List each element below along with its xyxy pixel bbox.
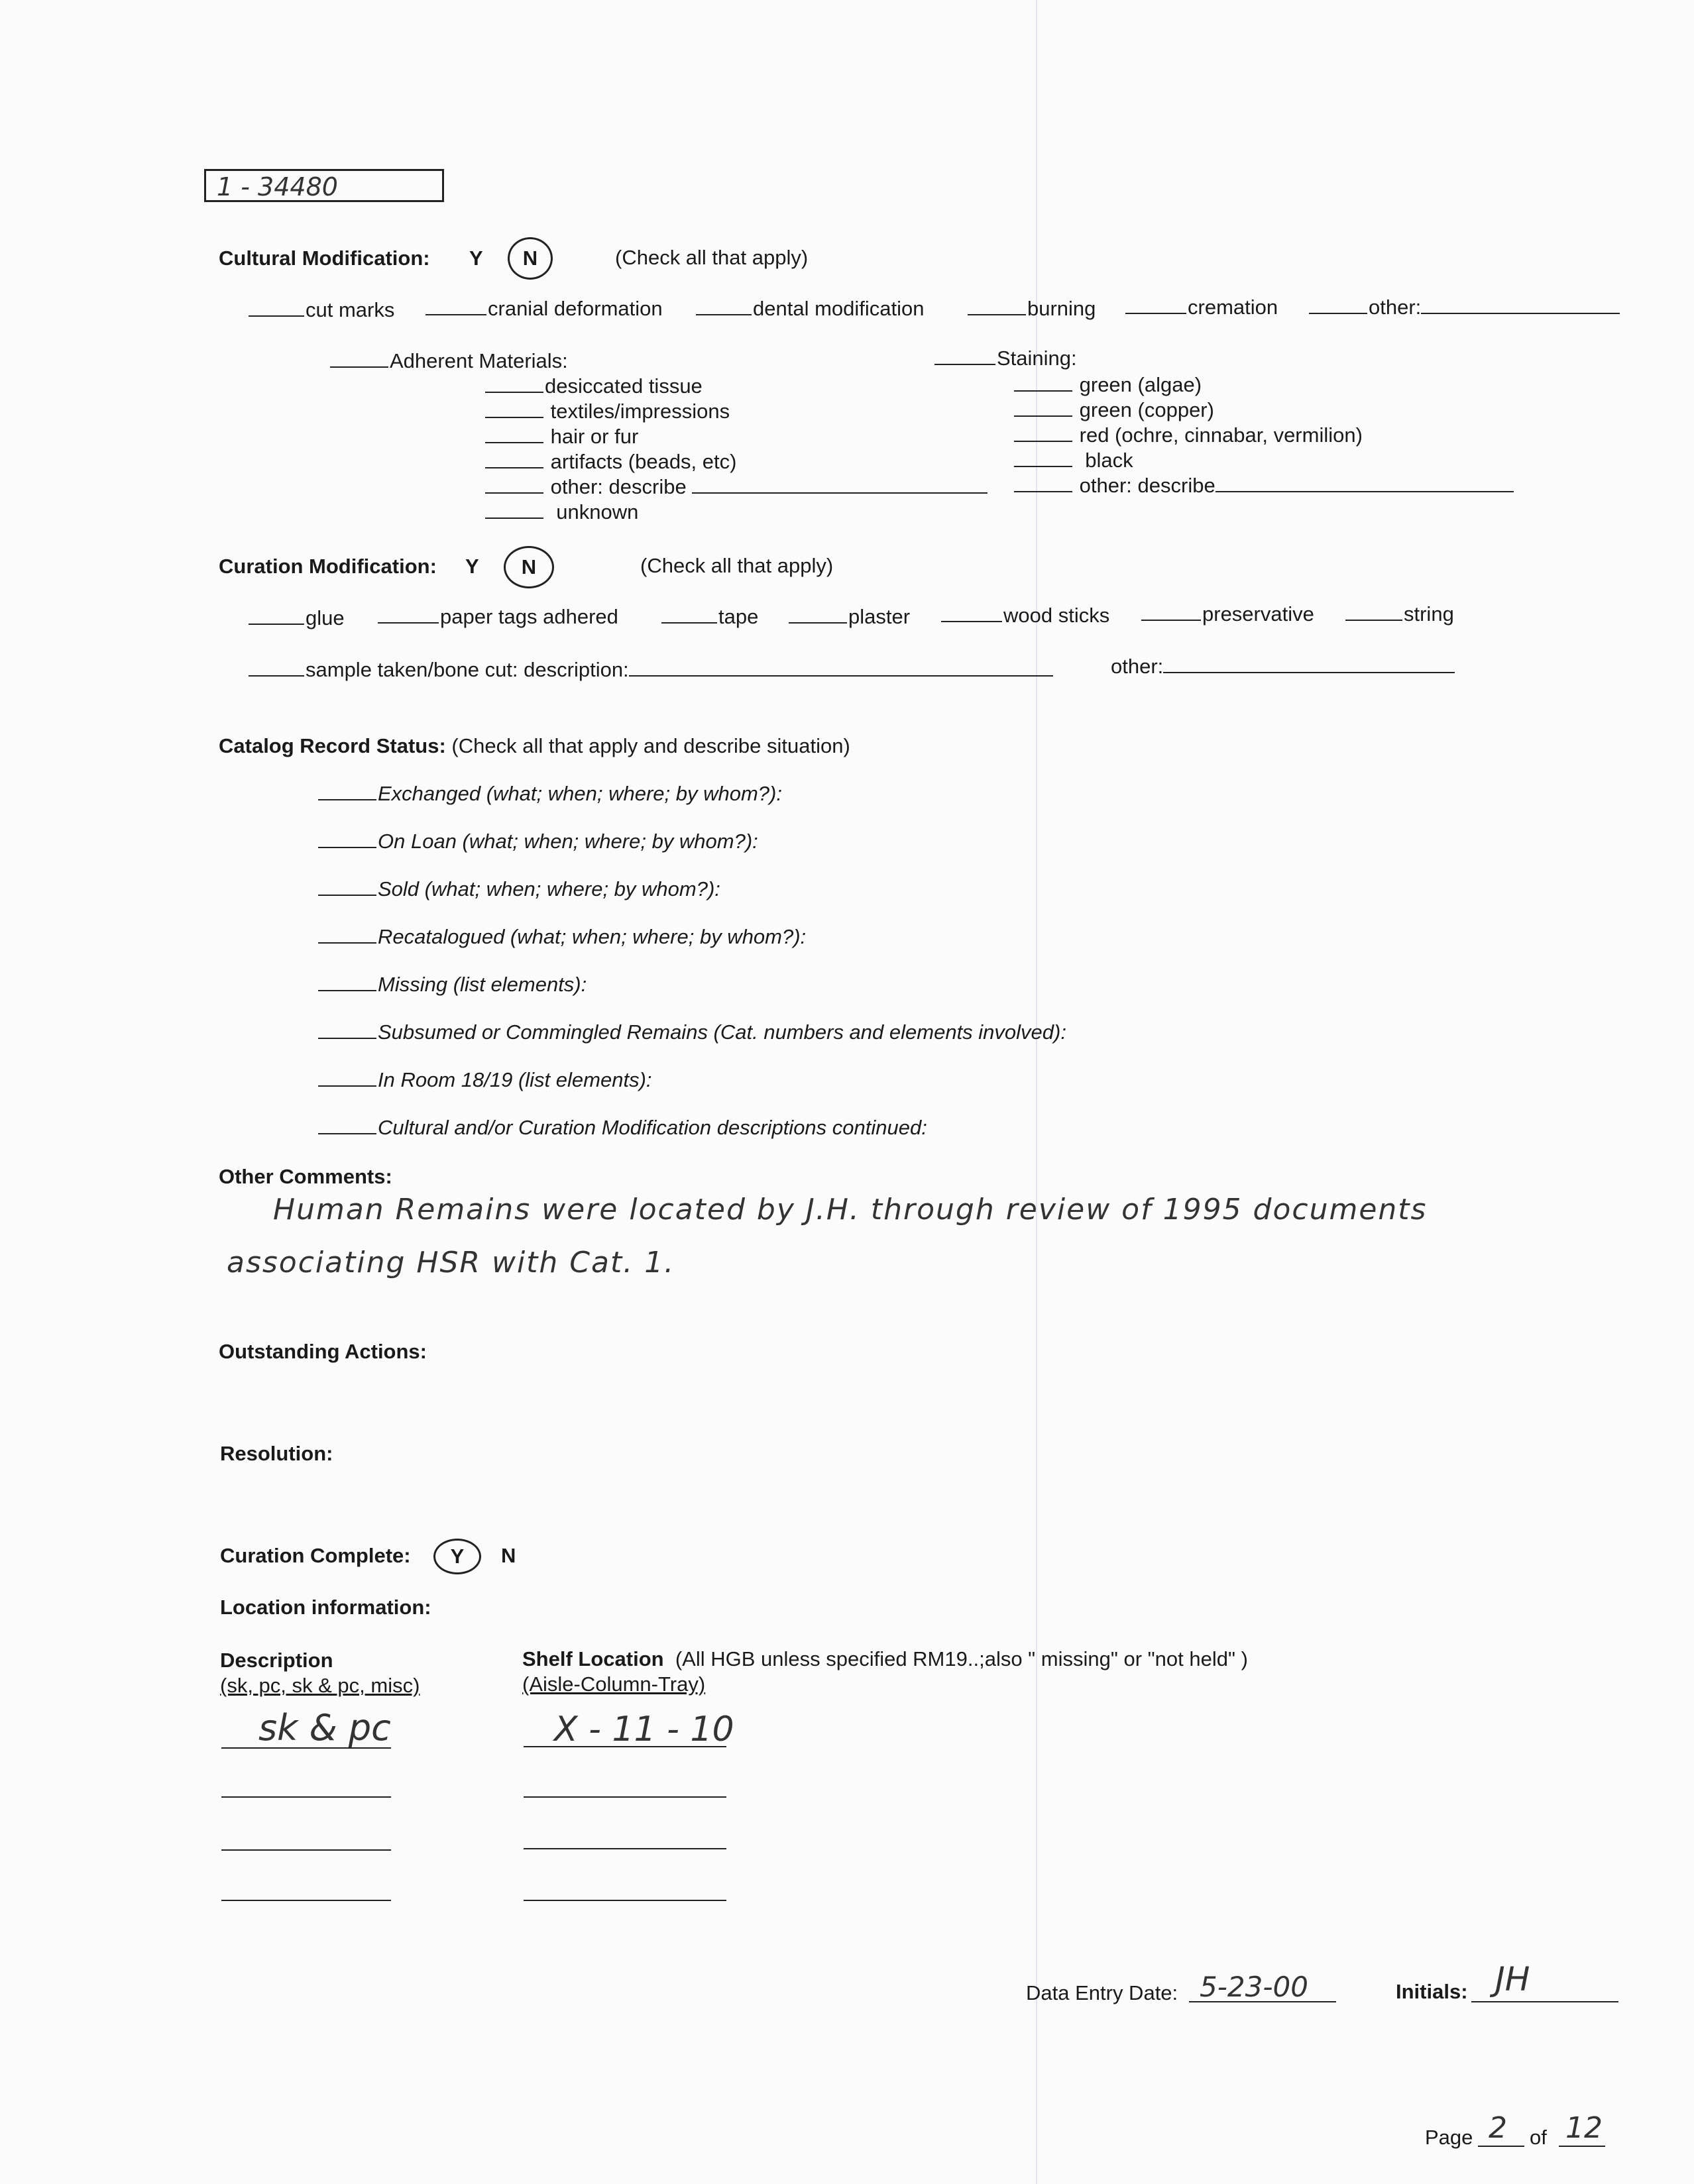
- curation-item-tape[interactable]: tape: [661, 605, 758, 629]
- cultural-mod-check-note: (Check all that apply): [615, 246, 809, 269]
- curation-sample-taken[interactable]: sample taken/bone cut: description:: [249, 658, 1054, 682]
- adherent-desiccated-tissue[interactable]: desiccated tissue: [485, 374, 703, 398]
- shelf-line-4[interactable]: [524, 1900, 726, 1901]
- staining-black[interactable]: black: [1014, 449, 1133, 472]
- curation-item-glue[interactable]: glue: [249, 606, 345, 630]
- location-shelf-header-row: Shelf Location (All HGB unless specified RM19..;also " missing" or "not held" ): [522, 1647, 1248, 1670]
- page-number-line: [1478, 2146, 1524, 2147]
- curation-mod-yes[interactable]: Y: [465, 555, 479, 578]
- other-comments-label: Other Comments:: [219, 1165, 392, 1188]
- curation-mod-no-circled[interactable]: N: [504, 546, 554, 588]
- resolution-label: Resolution:: [220, 1442, 333, 1465]
- initials-label: Initials:: [1396, 1980, 1468, 2003]
- outstanding-actions-label: Outstanding Actions:: [219, 1340, 427, 1363]
- catalog-number-box: [204, 169, 444, 202]
- description-line-4[interactable]: [221, 1900, 391, 1901]
- catalog-number: 1 - 34480: [217, 172, 338, 201]
- curation-other[interactable]: other:: [1111, 655, 1456, 679]
- adherent-hair-fur[interactable]: hair or fur: [485, 425, 638, 449]
- page-total-line: [1559, 2146, 1605, 2147]
- curation-mod-label: Curation Modification:: [219, 555, 437, 578]
- cultural-mod-yes[interactable]: Y: [469, 246, 483, 270]
- adherent-textiles[interactable]: textiles/impressions: [485, 400, 730, 423]
- shelf-line-3[interactable]: [524, 1848, 726, 1849]
- cultural-item-cremation[interactable]: cremation: [1125, 296, 1278, 319]
- location-description-sub: (sk, pc, sk & pc, misc): [220, 1674, 420, 1697]
- data-entry-date-line: [1189, 2001, 1336, 2002]
- location-description-value[interactable]: sk & pc: [258, 1707, 391, 1749]
- adherent-artifacts[interactable]: artifacts (beads, etc): [485, 450, 736, 474]
- initials-value[interactable]: JH: [1495, 1960, 1530, 1998]
- page-total: 12: [1565, 2111, 1603, 2145]
- adherent-other-describe[interactable]: other: describe: [485, 475, 989, 499]
- data-entry-date-label: Data Entry Date:: [1026, 1981, 1178, 2004]
- status-recatalogued[interactable]: Recatalogued (what; when; where; by whom?):: [318, 925, 806, 949]
- status-missing[interactable]: Missing (list elements):: [318, 973, 587, 997]
- cultural-item-cut-marks[interactable]: cut marks: [249, 298, 394, 322]
- page-of-label: of: [1530, 2126, 1547, 2149]
- shelf-line-2[interactable]: [524, 1796, 726, 1798]
- catalog-status-heading: Catalog Record Status: (Check all that apply and describe situation): [219, 734, 850, 757]
- description-line-2[interactable]: [221, 1796, 391, 1798]
- status-descriptions-continued[interactable]: Cultural and/or Curation Modification descriptions continued:: [318, 1116, 927, 1140]
- location-shelf-sub: (Aisle-Column-Tray): [522, 1672, 706, 1696]
- staining-green-copper[interactable]: green (copper): [1014, 398, 1214, 422]
- initials-line: [1471, 2001, 1618, 2002]
- cultural-item-burning[interactable]: burning: [968, 297, 1096, 321]
- other-comments-line-1[interactable]: Human Remains were located by J.H. through review of 1995 documents: [273, 1193, 1428, 1227]
- location-shelf-value[interactable]: X - 11 - 10: [554, 1710, 734, 1749]
- adherent-materials-label[interactable]: Adherent Materials:: [330, 349, 568, 373]
- page-margin-line: [1036, 0, 1037, 2184]
- page-number: 2: [1489, 2111, 1507, 2145]
- staining-green-algae[interactable]: green (algae): [1014, 373, 1202, 397]
- curation-item-preservative[interactable]: preservative: [1141, 602, 1314, 626]
- staining-other-describe[interactable]: other: describe: [1014, 474, 1515, 498]
- curation-item-string[interactable]: string: [1345, 602, 1454, 626]
- curation-item-plaster[interactable]: plaster: [789, 605, 910, 629]
- location-description-header: Description: [220, 1649, 333, 1672]
- status-on-loan[interactable]: On Loan (what; when; where; by whom?):: [318, 830, 758, 853]
- status-exchanged[interactable]: Exchanged (what; when; where; by whom?):: [318, 782, 782, 806]
- curation-complete-no[interactable]: N: [501, 1544, 516, 1567]
- adherent-unknown[interactable]: unknown: [485, 500, 638, 524]
- curation-mod-check-note: (Check all that apply): [640, 554, 834, 577]
- status-sold[interactable]: Sold (what; when; where; by whom?):: [318, 877, 720, 901]
- staining-red[interactable]: red (ochre, cinnabar, vermilion): [1014, 423, 1363, 447]
- curation-complete-label: Curation Complete:: [220, 1544, 411, 1567]
- curation-complete-yes-circled[interactable]: Y: [433, 1539, 481, 1574]
- other-comments-line-2[interactable]: associating HSR with Cat. 1.: [227, 1246, 675, 1280]
- page-label: Page: [1425, 2126, 1473, 2149]
- status-in-room[interactable]: In Room 18/19 (list elements):: [318, 1068, 652, 1092]
- cultural-mod-label: Cultural Modification:: [219, 246, 430, 270]
- description-line-1: [221, 1747, 391, 1749]
- description-line-3[interactable]: [221, 1849, 391, 1851]
- cultural-item-cranial-deformation[interactable]: cranial deformation: [425, 297, 663, 321]
- shelf-line-1: [524, 1746, 726, 1747]
- curation-item-wood-sticks[interactable]: wood sticks: [941, 604, 1109, 628]
- cultural-item-other[interactable]: other:: [1309, 296, 1621, 319]
- status-subsumed[interactable]: Subsumed or Commingled Remains (Cat. numbers and elements involved):: [318, 1020, 1066, 1044]
- data-entry-date-value[interactable]: 5-23-00: [1200, 1971, 1308, 2003]
- location-info-label: Location information:: [220, 1596, 431, 1619]
- curation-item-paper-tags[interactable]: paper tags adhered: [378, 605, 618, 629]
- cultural-mod-no-circled[interactable]: N: [508, 237, 553, 280]
- staining-label[interactable]: Staining:: [934, 347, 1077, 370]
- cultural-item-dental-modification[interactable]: dental modification: [696, 297, 925, 321]
